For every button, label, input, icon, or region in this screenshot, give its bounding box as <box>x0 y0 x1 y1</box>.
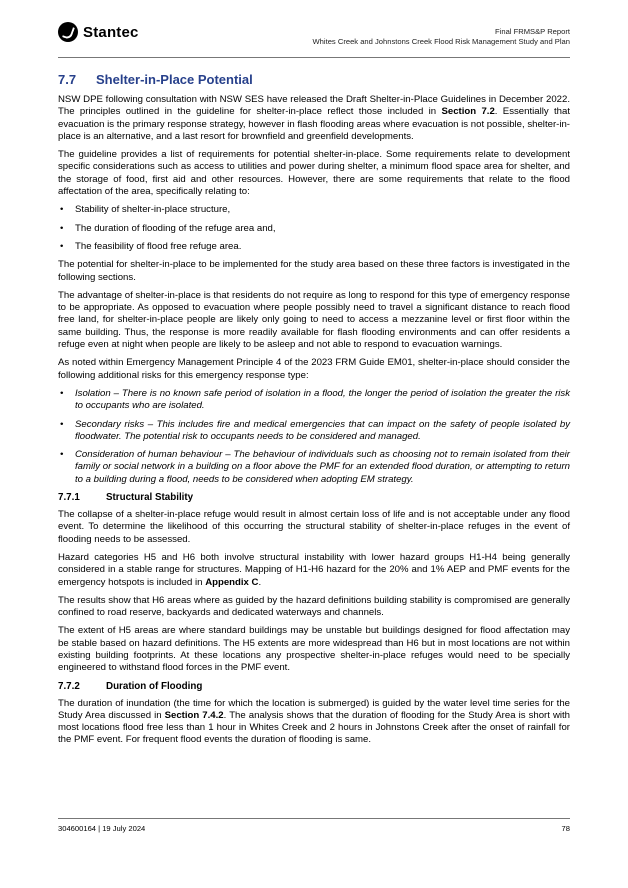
header-report-info <box>313 27 570 47</box>
paragraph-7-text-a: Hazard categories H5 and H6 both involve structural instability with lower hazard groups H1-H4 being generally considered in a stable range for structures. Mapping of H1-H6 hazard for the 20% and 1% AEP and PMF events for the emergency hotspots is included in <box>58 551 570 588</box>
list-item: • Consideration of human behaviour – The behaviour of individuals such as choosing not to remain isolated from their family or social network in a building on a floor above the PMF for an extended flood duration, or attempting to return to a building during a flood, needs to be considered when adopting EM strategy. <box>58 449 570 486</box>
paragraph-6: The collapse of a shelter-in-place refuge would result in almost certain loss of life and is not acceptable under any flood event. To determine the likelihood of this occurring the structural stability of shelter-in-place refuges in the event of flooding needs to be assessed. <box>58 509 570 545</box>
subsection-heading-structural-stability <box>58 492 570 504</box>
subsection-number: 7.7.2 <box>58 680 80 692</box>
paragraph-1-text-a: NSW DPE following consultation with NSW SES have released the Draft Shelter-in-Place Guidelines in December 2022. The principles outlined in the guideline for shelter-in-place reflect those included in <box>58 94 570 118</box>
requirements-list <box>58 204 570 253</box>
paragraph-8: The results show that H6 areas where as guided by the hazard definitions building stability is compromised are generally confined to road reserve, backyards and dedicated waterways and channels. <box>58 594 570 619</box>
paragraph-7 <box>58 552 570 589</box>
paragraph-4: The advantage of shelter-in-place is that residents do not require as long to respond for this type of emergency response to be appropriate. As opposed to evacuation where people possibly need to travel a significant distance to reach flood free land, for shelter-in-place people are likely only going to need to access a mezzanine level or first floor within the same building. Thus, the response is more readily available for flash flooding environments and can offer residents a refuge even at night when people are likely to be asleep and not able to respond to evacuation warnings. <box>58 289 570 351</box>
stantec-logo-icon <box>58 22 78 42</box>
section-reference: Section 7.2 <box>441 106 495 118</box>
paragraph-1 <box>58 94 570 143</box>
paragraph-9: The extent of H5 areas are where standard buildings may be unstable but buildings designed for flood affectation may be stable based on hazard definitions. The H5 extents are more widespread than H6 but in most locations are not within existing building footprints. At these locations any prospective shelter-in-place refuges would need to be specially engineered to withstand flood forces in the PMF event. <box>58 625 570 674</box>
paragraph-3: The potential for shelter-in-place to be implemented for the study area based on these three factors is investigated in the following sections. <box>58 259 570 283</box>
list-item: • Stability of shelter-in-place structure, <box>58 204 570 216</box>
paragraph-10-text-c: . The analysis shows that the duration of flooding for the Study Area is short with most locations flood free less than 1 hour in Whites Creek and 2 hours in Johnstons Creek after the onset of rainfall for the PMF event. For frequent flood events the duration of flooding is same. <box>58 709 571 746</box>
list-item: • The feasibility of flood free refuge area. <box>58 241 570 253</box>
footer-divider <box>58 818 570 819</box>
paragraph-2: The guideline provides a list of requirements for potential shelter-in-place. Some requirements relate to development specific considerations such as access to utilities and power during shelter, a minimum flood space area for shelter, and the storage of food, first aid and other resources. However, there are some requirements that relate to the flood affectation of the area, specifically relating to: <box>58 149 570 198</box>
header-divider <box>58 57 570 58</box>
stantec-logo <box>58 22 139 42</box>
report-title: Final FRMS&P Report <box>495 27 570 36</box>
subsection-heading-duration-of-flooding <box>58 681 570 693</box>
paragraph-10-text-a: The duration of inundation (the time for which the location is submerged) is guided by the water level time series for the Study Area discussed in <box>58 697 570 721</box>
section-reference: Section 7.4.2 <box>164 709 224 721</box>
paragraph-5: As noted within Emergency Management Principle 4 of the 2023 FRM Guide EM01, shelter-in-place should consider the following additional risks for this emergency response type: <box>58 357 570 381</box>
paragraph-1-text-c: . Essentially that evacuation is the primary response strategy, however in flash flooding areas where evacuation is not possible, shelter-in-place is an alternative, and a last resort for brownfield and greenfield developments. <box>58 106 570 142</box>
section-number: 7.7 <box>58 72 77 87</box>
list-item: • The duration of flooding of the refuge area and, <box>58 223 570 235</box>
additional-risks-list <box>58 388 570 486</box>
subsection-title: Duration of Flooding <box>106 680 203 692</box>
list-item: • Isolation – There is no known safe period of isolation in a flood, the longer the period of isolation the greater the risk to occupants who are isolated. <box>58 388 570 413</box>
list-item: • Secondary risks – This includes fire and medical emergencies that can impact on the safety of people isolated by floodwater. The potential risk to occupants needs to be considered and managed. <box>58 419 570 444</box>
document-reference: 304600164 | 19 July 2024 <box>58 824 146 833</box>
report-subtitle: Whites Creek and Johnstons Creek Flood Risk Management Study and Plan <box>312 37 570 46</box>
section-heading <box>58 72 570 88</box>
logo-text: Stantec <box>83 23 139 41</box>
paragraph-7-text-c: . <box>258 576 262 588</box>
section-title: Shelter-in-Place Potential <box>96 72 253 87</box>
page-number: 78 <box>561 824 570 833</box>
paragraph-10 <box>58 698 570 747</box>
subsection-title: Structural Stability <box>106 492 194 504</box>
appendix-reference: Appendix C <box>205 576 259 588</box>
page-content <box>58 72 570 753</box>
page-header <box>58 18 570 58</box>
subsection-number: 7.7.1 <box>58 492 80 504</box>
